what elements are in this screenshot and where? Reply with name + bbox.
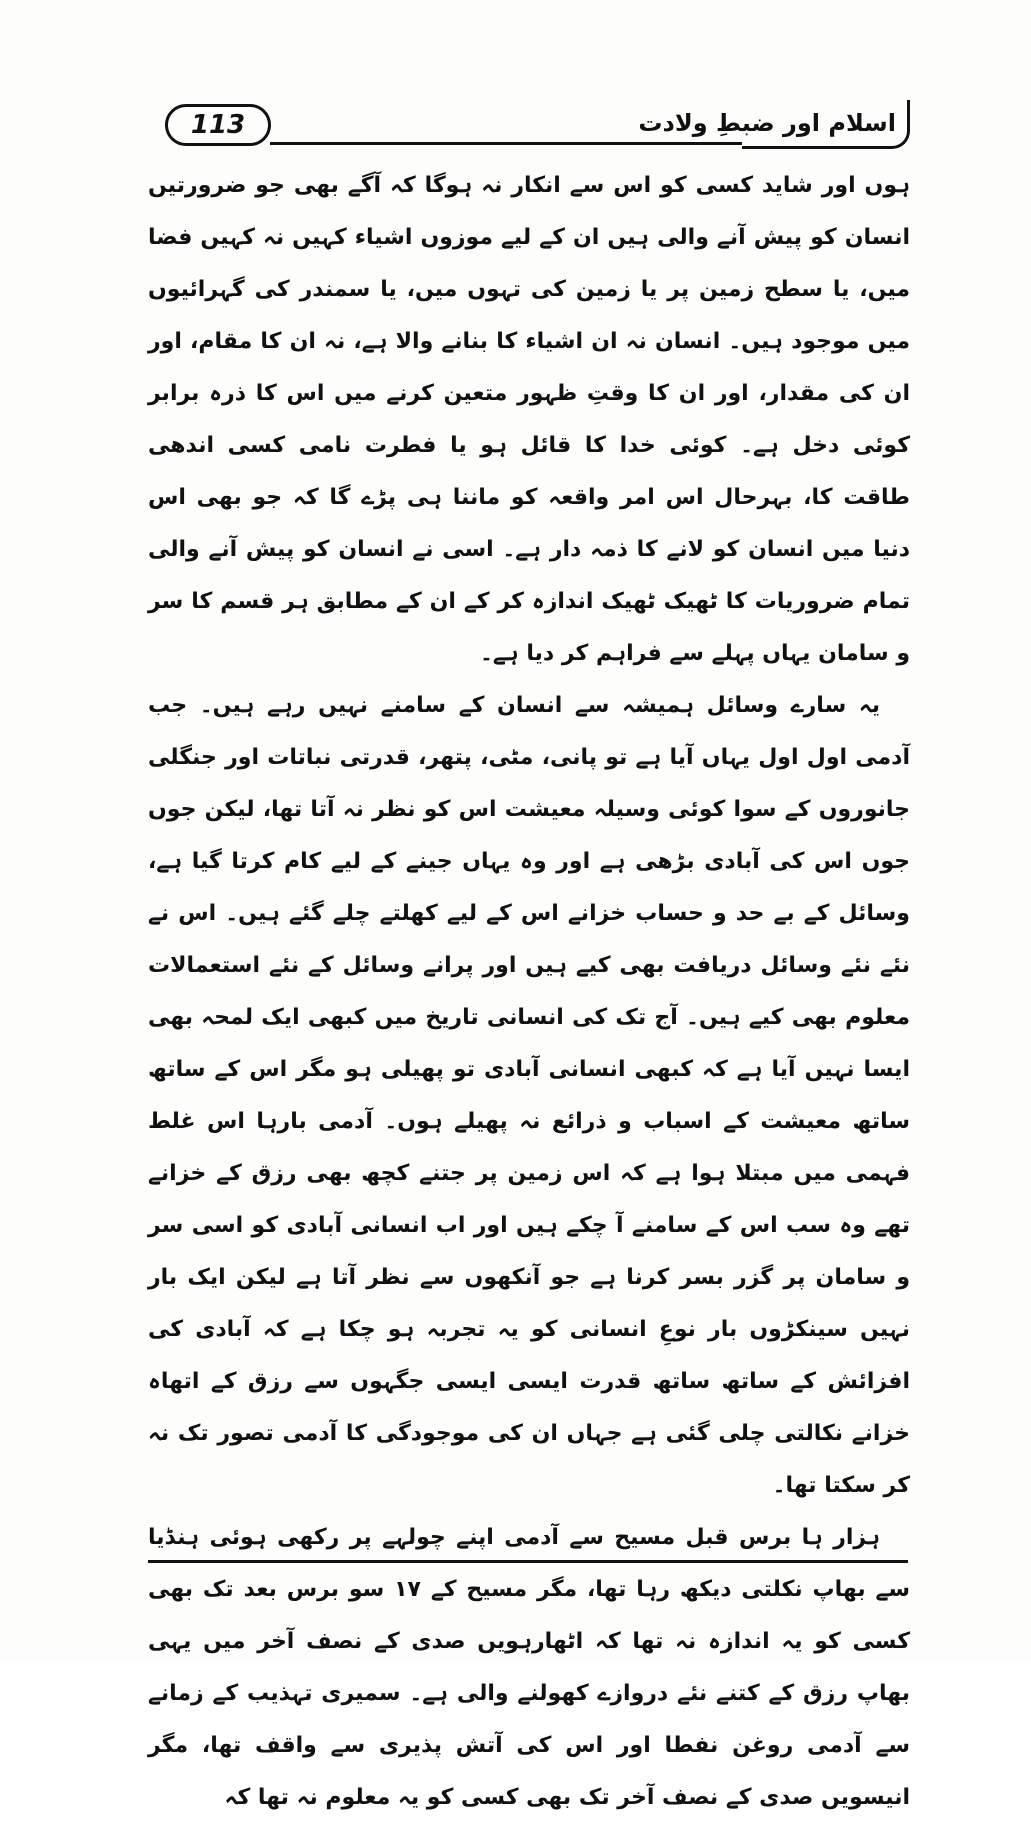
running-title: اسلام اور ضبطِ ولادت	[638, 109, 896, 137]
page-number: 113	[165, 104, 271, 146]
body-text	[148, 160, 910, 1824]
paragraph-3: ہزار ہا برس قبل مسیح سے آدمی اپنے چولہے پر رکھی ہوئی ہنڈیا سے بھاپ نکلتی دیکھ رہا تھا، مگر مسیح کے ۱۷ سو برس بعد تک بھی کسی کو یہ اندازہ نہ تھا کہ اٹھارہویں صدی کے نصف آخر میں یہی بھاپ رزق کے کتنے نئے دروازے کھولنے والی ہے۔ سمیری تہذیب کے زمانے سے آدمی روغن نفطا اور اس کی آتش پذیری سے واقف تھا، مگر انیسویں صدی کے نصف آخر تک بھی کسی کو یہ معلوم نہ تھا کہ	[148, 1525, 910, 1810]
paragraph-1: ہوں اور شاید کسی کو اس سے انکار نہ ہوگا کہ آگے بھی جو ضرورتیں انسان کو پیش آنے والی ہیں ان کے لیے موزوں اشیاء کہیں نہ کہیں فضا میں، یا سطح زمین پر یا زمین کی تہوں میں، یا سمندر کی گہرائیوں میں موجود ہیں۔ انسان نہ ان اشیاء کا بنانے والا ہے، نہ ان کا مقام، اور ان کی مقدار، اور ان کا وقتِ ظہور متعین کرنے میں اس کا ذرہ برابر کوئی دخل ہے۔ کوئی خدا کا قائل ہو یا فطرت نامی کسی اندھی طاقت کا، بہرحال اس امر واقعہ کو ماننا ہی پڑے گا کہ جو بھی اس دنیا میں انسان کو لانے کا ذمہ دار ہے۔ اسی نے انسان کو پیش آنے والی تمام ضروریات کا ٹھیک ٹھیک اندازہ کر کے ان کے مطابق ہر قسم کا سر و سامان یہاں پہلے سے فراہم کر دیا ہے۔	[148, 173, 910, 666]
footer-rule	[148, 1560, 908, 1563]
paragraph-2: یہ سارے وسائل ہمیشہ سے انسان کے سامنے نہیں رہے ہیں۔ جب آدمی اول اول یہاں آیا ہے تو پانی، مٹی، پتھر، قدرتی نباتات اور جنگلی جانوروں کے سوا کوئی وسیلہ معیشت اس کو نظر نہ آتا تھا، لیکن جوں جوں اس کی آبادی بڑھی ہے اور وہ یہاں جینے کے لیے کام کرتا گیا ہے، وسائل کے بے حد و حساب خزانے اس کے لیے کھلتے چلے گئے ہیں۔ اس نے نئے نئے وسائل دریافت بھی کیے ہیں اور پرانے وسائل کے نئے استعمالات معلوم بھی کیے ہیں۔ آج تک کی انسانی تاریخ میں کبھی ایک لمحہ بھی ایسا نہیں آیا ہے کہ کبھی انسانی آبادی تو پھیلی ہو مگر اس کے ساتھ ساتھ معیشت کے اسباب و ذرائع نہ پھیلے ہوں۔ آدمی بارہا اس غلط فہمی میں مبتلا ہوا ہے کہ اس زمین پر جتنے کچھ بھی رزق کے خزانے تھے وہ سب اس کے سامنے آ چکے ہیں اور اب انسانی آبادی کو اسی سر و سامان پر گزر بسر کرنا ہے جو آنکھوں سے نظر آتا ہے لیکن ایک بار نہیں سینکڑوں بار نوعِ انسانی کو یہ تجربہ ہو چکا ہے کہ آبادی کی افزائش کے ساتھ ساتھ قدرت ایسی ایسی جگہوں سے رزق کے اتھاہ خزانے نکالتی چلی گئی ہے جہاں ان کی موجودگی کا آدمی تصور تک نہ کر سکتا تھا۔	[148, 693, 910, 1498]
page-header	[165, 100, 910, 158]
